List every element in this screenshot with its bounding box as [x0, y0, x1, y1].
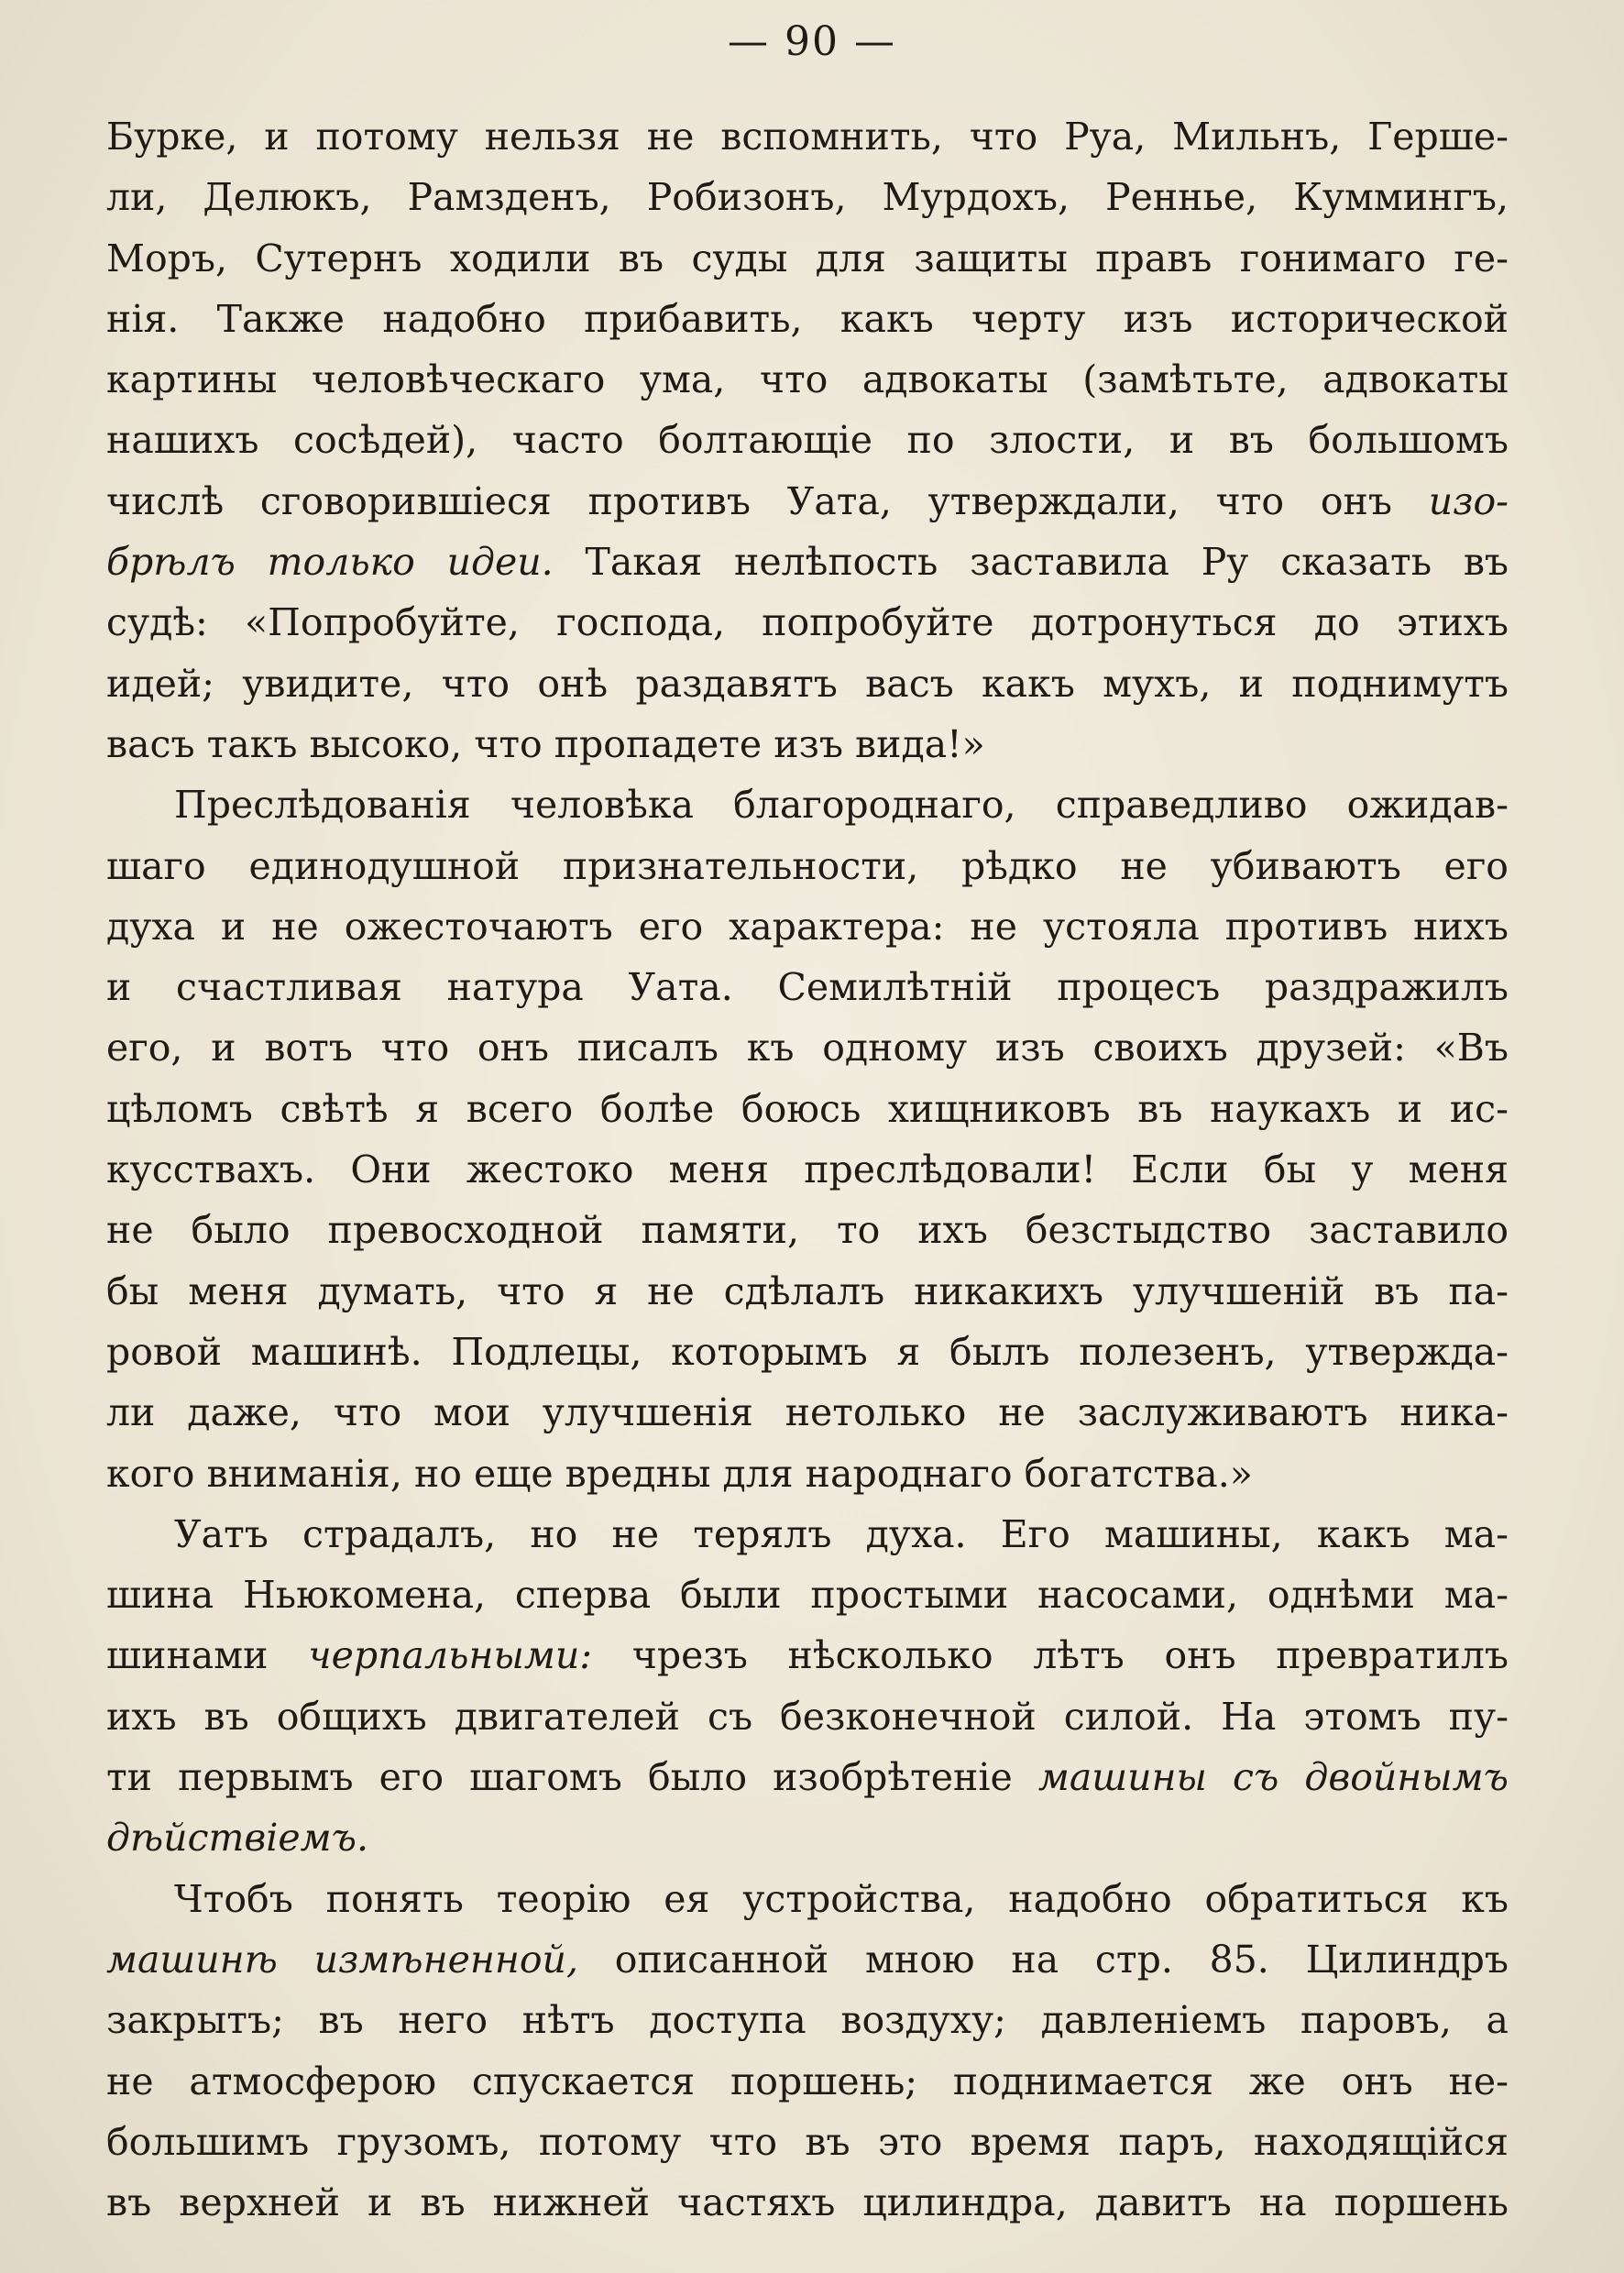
text-line: судѣ: «Попробуйте, господа, попробуйте дотронуться до этихъ: [106, 600, 1509, 645]
page-number: — 90 —: [728, 18, 896, 65]
text-line: закрытъ; въ него нѣтъ доступа воздуху; давленіемъ паровъ, а: [106, 1998, 1509, 2043]
text-line: бы меня думать, что я не сдѣлалъ никакихъ улучшеній въ па-: [106, 1268, 1509, 1313]
text-line: картины человѣческаго ума, что адвокаты (замѣтьте, адвокаты: [106, 357, 1509, 402]
text-line: Моръ, Сутернъ ходили въ суды для защиты правъ гонимаго ге-: [106, 236, 1509, 280]
italic-text: брѣлъ только идеи.: [106, 540, 554, 585]
text-line: въ верхней и въ нижней частяхъ цилиндра, давитъ на поршень: [106, 2180, 1509, 2225]
text-line: ли даже, что мои улучшенія нетолько не заслуживаютъ ника-: [106, 1390, 1509, 1435]
text-line: Бурке, и потому нельзя не вспомнить, что Руа, Мильнъ, Герше-: [106, 115, 1509, 159]
text-line: ти первымъ его шагомъ было изобрѣтеніе машины съ двойнымъ: [106, 1755, 1509, 1800]
text-line: шинами черпальными: чрезъ нѣсколько лѣтъ онъ превратилъ: [106, 1633, 1509, 1678]
text-line: шаго единодушной признательности, рѣдко не убиваютъ его: [106, 843, 1509, 888]
text-line: не атмосферою спускается поршень; поднимается же онъ не-: [106, 2059, 1509, 2103]
italic-text: дѣйствіемъ.: [106, 1816, 368, 1861]
paragraph-start-line: Уатъ страдалъ, но не терялъ духа. Его машины, какъ ма-: [174, 1511, 1509, 1556]
italic-text: изо-: [1428, 478, 1509, 523]
paragraph-start-line: Преслѣдованія человѣка благороднаго, справедливо ожидав-: [174, 783, 1509, 828]
text-line: шина Ньюкомена, сперва были простыми насосами, однѣми ма-: [106, 1573, 1509, 1618]
text-body: [106, 106, 1509, 2233]
text-line: кусствахъ. Они жестоко меня преслѣдовали! Если бы у меня: [106, 1147, 1509, 1192]
italic-text: машины съ двойнымъ: [1037, 1755, 1509, 1800]
italic-text: машинѣ измѣненной,: [106, 1937, 578, 1982]
text-line: нашихъ сосѣдей), часто болтающіе по злости, и въ большомъ: [106, 418, 1509, 463]
text-line: ли, Делюкъ, Рамзденъ, Робизонъ, Мурдохъ, Реннье, Куммингъ,: [106, 175, 1509, 220]
text-line: не было превосходной памяти, то ихъ безстыдство заставило: [106, 1208, 1509, 1253]
italic-text: черпальными:: [308, 1633, 593, 1678]
text-line: большимъ грузомъ, потому что въ это время паръ, находящійся: [106, 2119, 1509, 2164]
text-line: и счастливая натура Уата. Семилѣтній процесъ раздражилъ: [106, 965, 1509, 1010]
paragraph-start-line: Чтобъ понять теорію ея устройства, надобно обратиться къ: [174, 1876, 1509, 1921]
text-line: кого вниманія, но еще вредны для народнаго богатства.»: [106, 1451, 1253, 1496]
text-line: идей; увидите, что онѣ раздавятъ васъ какъ мухъ, и поднимутъ: [106, 661, 1509, 706]
text-line: [106, 1807, 1509, 1868]
text-line: машинѣ измѣненной, описанной мною на стр. 85. Цилиндръ: [106, 1937, 1509, 1982]
text-line: цѣломъ свѣтѣ я всего болѣе боюсь хищниковъ въ наукахъ и ис-: [106, 1086, 1509, 1131]
text-line: его, и вотъ что онъ писалъ къ одному изъ своихъ друзей: «Въ: [106, 1026, 1509, 1071]
text-line: числѣ сговорившіеся противъ Уата, утверждали, что онъ изо-: [106, 478, 1509, 523]
text-line: ровой машинѣ. Подлецы, которымъ я былъ полезенъ, утвержда-: [106, 1329, 1509, 1374]
text-line: васъ такъ высоко, что пропадете изъ вида!»: [106, 721, 985, 766]
text-line: нія. Также надобно прибавить, какъ черту изъ исторической: [106, 296, 1509, 341]
text-line: духа и не ожесточаютъ его характера: не устояла противъ нихъ: [106, 904, 1509, 949]
text-line: брѣлъ только идеи. Такая нелѣпость заставила Ру сказать въ: [106, 540, 1509, 585]
text-line: ихъ въ общихъ двигателей съ безконечной силой. На этомъ пу-: [106, 1694, 1509, 1739]
